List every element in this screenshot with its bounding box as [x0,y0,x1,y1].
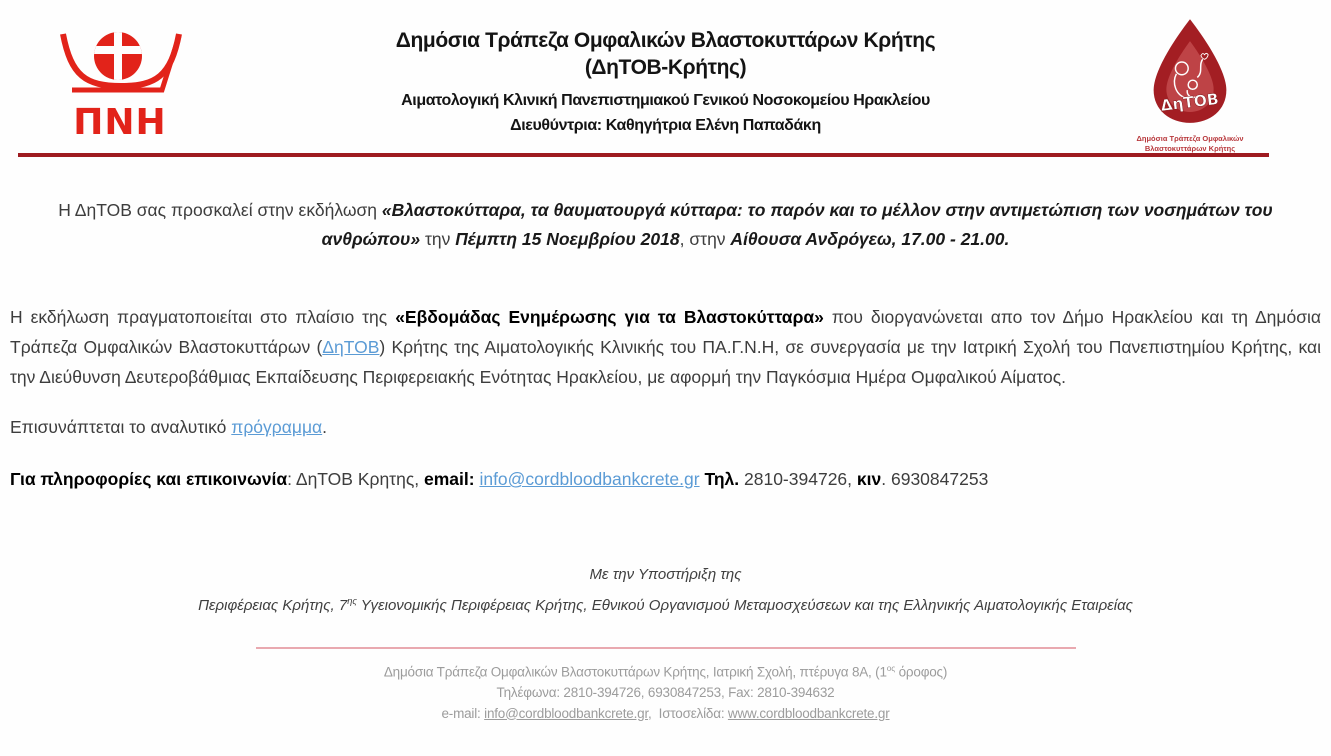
footer-website-label: , Ιστοσελίδα: [648,705,728,721]
footer-divider [256,647,1076,649]
awareness-week-title: «Εβδομάδας Ενημέρωσης για τα Βλαστοκύτταρα» [395,307,824,327]
ditob-drop-logo [1127,16,1253,153]
support-orgs-pre: Περιφέρειας Κρήτης, 7 [198,597,348,614]
footer-address-sup: ος [886,663,896,673]
footer [10,658,1321,724]
phone-number: 2810-394726, [739,469,857,489]
footer-email-label: e-mail: [441,705,485,721]
pagni-logo-letters: ΠΝΗ [73,102,167,143]
mobile-label: κιν [856,469,882,489]
email-label: email: [424,469,475,489]
org-title-line2: (ΔηΤΟΒ-Κρήτης) [584,56,747,79]
contact-label: Για πληροφορίες και επικοινωνία [10,469,288,489]
invite-conj1: την [420,229,456,249]
footer-address [10,658,1321,683]
footer-website-link[interactable]: www.cordbloodbankcrete.gr [727,705,890,721]
pagni-logo [56,26,186,144]
pagni-logo-icon [56,26,186,144]
footer-address-post: όροφος) [895,664,948,680]
event-title: «Βλαστοκύτταρα, τα θαυματουργά κύτταρα: το παρόν και το μέλλον στην αντιμετώπιση των νοσημάτων του ανθρώπου» [321,200,1278,249]
event-text-1: Η εκδήλωση πραγματοποιείται στο πλαίσιο της [10,307,396,327]
support-section [10,562,1321,619]
phone-label: Τηλ. [704,469,740,489]
event-paragraph [10,302,1326,392]
contact-paragraph [10,468,1321,490]
support-orgs-post: Υγειονομικής Περιφέρειας Κρήτης, Εθνικού Οργανισμού Μεταμοσχεύσεων και της Ελληνικής Αιματολογικής Εταιρείας [356,597,1133,614]
drop-banner-text: ΔηΤΟΒ [1159,89,1220,115]
invite-conj2: , στην [679,229,731,249]
invite-paragraph [30,196,1301,254]
support-heading: Με την Υποστήριξη της [589,566,742,583]
event-text-2: που διοργανώνεται απο τον Δήμο Ηρακλείου και τη Δημόσια Τράπεζα Ομφαλικών Βλαστοκυττάρων ( [10,307,1326,357]
attachment-period: . [322,417,328,437]
attachment-text: Επισυνάπτεται το αναλυτικό [10,417,232,437]
ditob-link[interactable]: ΔηΤΟΒ [322,337,380,357]
letter-body [0,196,1331,724]
drop-caption-line2: Βλαστοκυττάρων Κρήτης [1144,144,1236,153]
contact-org: : ΔηΤΟΒ Κρητης, [287,469,424,489]
letterhead-text [215,27,1116,138]
footer-email-link[interactable]: info@cordbloodbankcrete.gr [484,705,649,721]
email-link[interactable]: info@cordbloodbankcrete.gr [479,469,700,489]
footer-phones: Τηλέφωνα: 2810-394726, 6930847253, Fax: 2810-394632 [496,685,835,700]
header-divider [18,153,1269,157]
event-date: Πέμπτη 15 Νοεμβρίου 2018 [455,229,680,249]
blood-drop-icon [1140,16,1240,128]
org-subtitle-clinic: Αιματολογική Κλινική Πανεπιστημιακού Γενικού Νοσοκομείου Ηρακλείου [401,92,930,109]
invite-intro: Η ΔηΤΟΒ σας προσκαλεί στην εκδήλωση [58,200,382,220]
attachment-paragraph [10,416,1321,438]
footer-address-pre: Δημόσια Τράπεζα Ομφαλικών Βλαστοκυττάρων Κρήτης, Ιατρική Σχολή, πτέρυγα 8Α, (1 [383,664,887,680]
event-venue-time: Αίθουσα Ανδρόγεω, 17.00 - 21.00. [730,229,1010,249]
org-title-line1: Δημόσια Τράπεζα Ομφαλικών Βλαστοκυττάρων Κρήτης [395,29,936,52]
letterhead [0,0,1331,158]
support-orgs-sup: ης [347,596,357,606]
program-link[interactable]: πρόγραμμα [231,417,323,437]
event-text-3: ) Κρήτης της Αιματολογικής Κλινικής του ΠΑ.Γ.Ν.Η, σε συνεργασία με την Ιατρική Σχολή του Πανεπιστημίου Κρήτης, και την Διεύθυνση Δευτεροβάθμιας Εκπαίδευσης Περιφερειακής Ενότητας Ηρακλείου, με αφορμή την Παγκόσμια Ημέρα Ομφαλικού Αίματος. [10,337,1326,387]
org-subtitle-director: Διευθύντρια: Καθηγήτρια Ελένη Παπαδάκη [510,117,821,134]
mobile-number: . 6930847253 [881,469,989,489]
support-organizations [10,588,1321,619]
drop-caption-line1: Δημόσια Τράπεζα Ομφαλικών [1136,134,1244,143]
footer-links-line [10,704,1321,725]
